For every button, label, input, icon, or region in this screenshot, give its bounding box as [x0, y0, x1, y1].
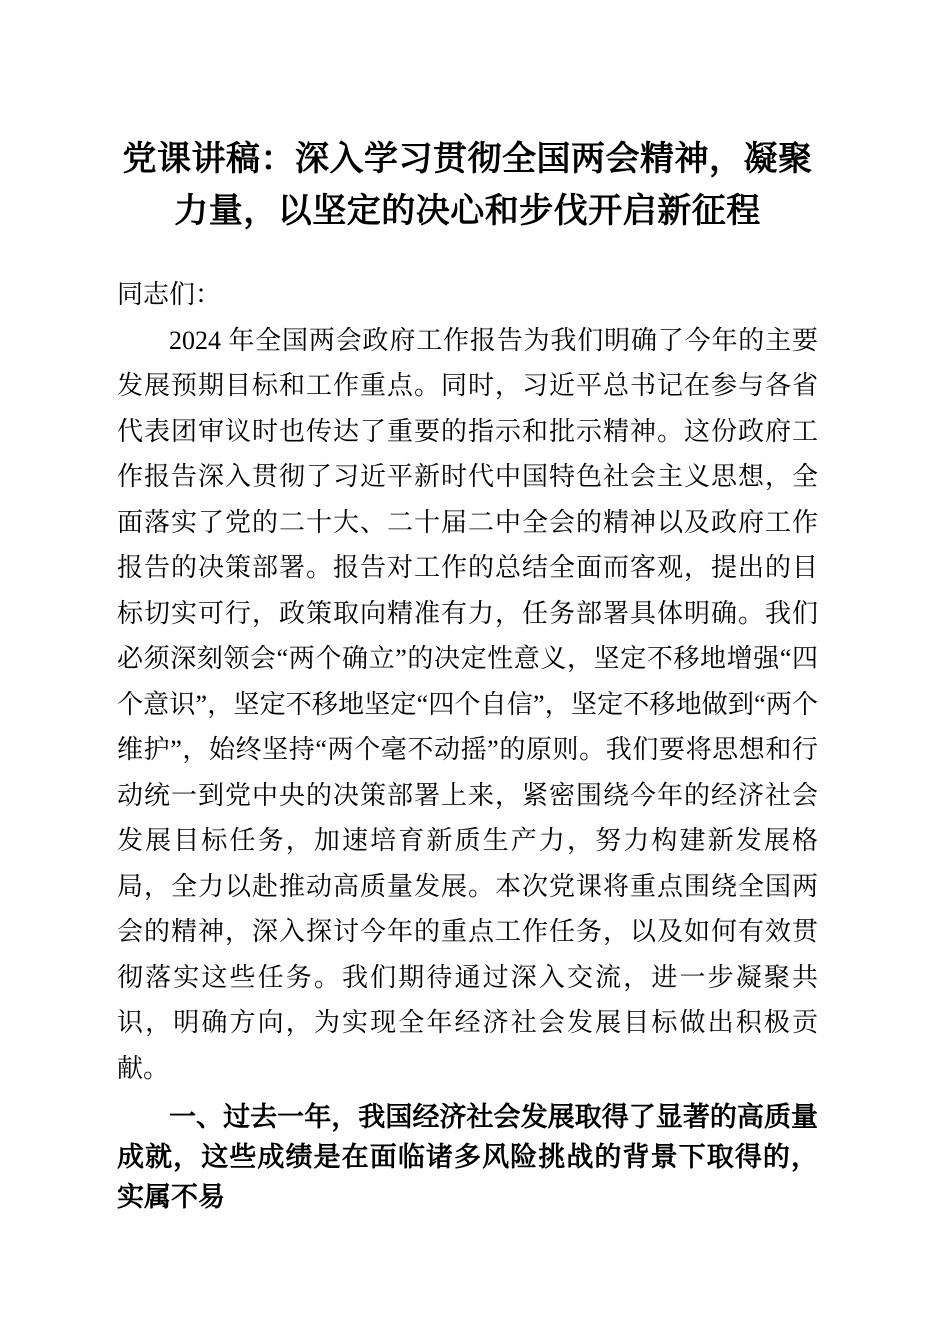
document-title [117, 0, 818, 238]
document-title-line-2: 力量，以坚定的决心和步伐开启新征程 [174, 193, 761, 230]
document-content [117, 0, 818, 1217]
salutation-text: 同志们： [117, 280, 222, 309]
body-paragraph: 2024 年全国两会政府工作报告为我们明确了今年的主要发展预期目标和工作重点。同时，习近平总书记在参与各省代表团审议时也传达了重要的指示和批示精神。这份政府工作报告深入贯彻了习近平新时代中国特色社会主义思想，全面落实了党的二十大、二十届二中全会的精神以及政府工作报告的决策部署。报告对工作的总结全面而客观，提出的目标切实可行，政策取向精准有力，任务部署具体明确。我们必须深刻领会“两个确立”的决定性意义，坚定不移地增强“四个意识”，坚定不移地坚定“四个自信”，坚定不移地做到“两个维护”，始终坚持“两个毫不动摇”的原则。我们要将思想和行动统一到党中央的决策部署上来，紧密围绕今年的经济社会发展目标任务，加速培育新质生产力，努力构建新发展格局，全力以赴推动高质量发展。本次党课将重点围绕全国两会的精神，深入探讨今年的重点工作任务，以及如何有效贯彻落实这些任务。我们期待通过深入交流，进一步凝聚共识，明确方向，为实现全年经济社会发展目标做出积极贡献。 [117, 325, 818, 1083]
section-heading: 一、过去一年，我国经济社会发展取得了显著的高质量成就，这些成绩是在面临诸多风险挑战的背景下取得的，实属不易 [117, 1102, 818, 1212]
document-title-line-1: 党课讲稿：深入学习贯彻全国两会精神，凝聚 [122, 141, 813, 178]
